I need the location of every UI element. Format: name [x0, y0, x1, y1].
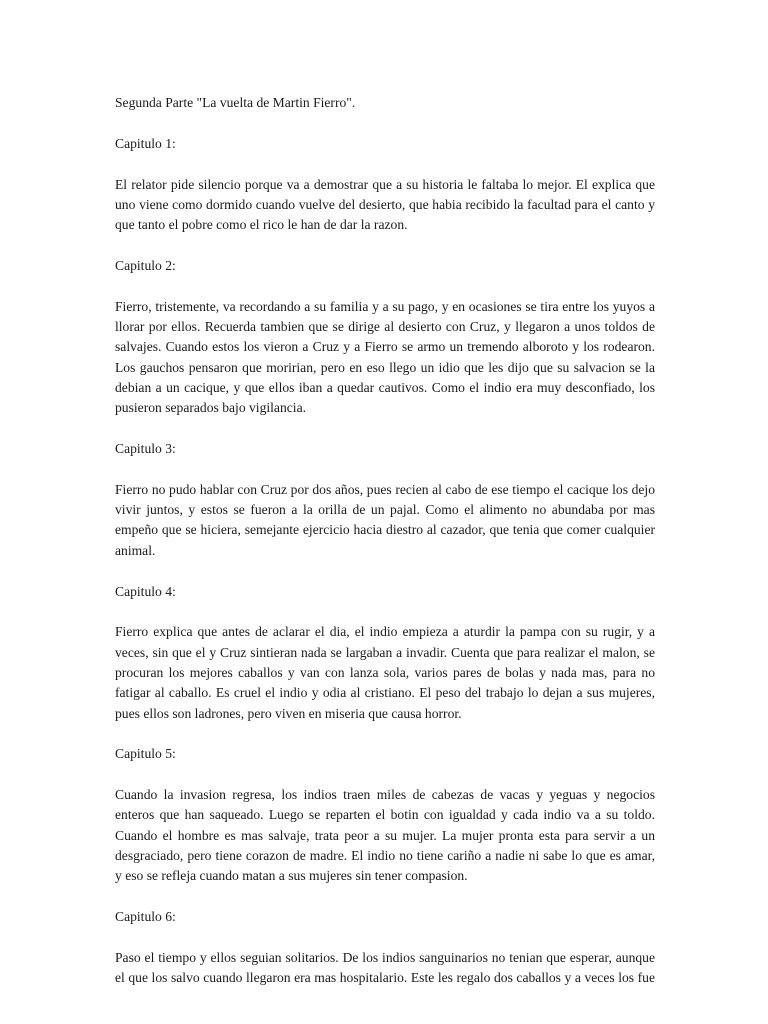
chapter-heading: Capitulo 2: [115, 257, 176, 273]
paragraph-line: debian a un cacique, y que ellos iban a quedar cautivos. Como el indio era muy desconfiado, los [115, 379, 655, 395]
paragraph-line: vivir juntos, y estos se fueron a la orilla de un pajal. Como el alimento no abundaba por mas [115, 502, 655, 518]
chapter-paragraph [115, 175, 655, 236]
paragraph-line: Fierro explica que antes de aclarar el dia, el indio empieza a aturdir la pampa con su rugir, y a [115, 624, 655, 640]
paragraph-line: y eso se refleja cuando matan a sus mujeres sin tener compasion. [115, 868, 468, 884]
paragraph-line: Cuando la invasion regresa, los indios traen miles de cabezas de vacas y yeguas y negocios [115, 787, 655, 803]
paragraph-line: Paso el tiempo y ellos seguian solitarios. De los indios sanguinarios no tenian que esperar, aunque [115, 949, 655, 965]
chapter-heading: Capitulo 1: [115, 135, 176, 151]
paragraph-line: salvajes. Cuando estos los vieron a Cruz y a Fierro se armo un tremendo alboroto y los rodearon. [115, 339, 655, 355]
paragraph-line: El relator pide silencio porque va a demostrar que a su historia le faltaba lo mejor. El explica que [115, 176, 655, 192]
paragraph-line: pusieron separados bajo vigilancia. [115, 400, 307, 416]
chapter-heading: Capitulo 4: [115, 583, 176, 599]
paragraph-line: Fierro no pudo hablar con Cruz por dos años, pues recien al cabo de ese tiempo el cacique los dejo [115, 481, 655, 497]
document-body [115, 93, 655, 989]
chapter-paragraph [115, 948, 655, 989]
paragraph-line: llorar por ellos. Recuerda tambien que se dirige al desierto con Cruz, y llegaron a unos toldos de [115, 319, 655, 335]
paragraph-line: Los gauchos pensaron que moririan, pero en eso llego un idio que les dijo que su salvacion se la [115, 359, 655, 375]
paragraph-line: el que los salvo cuando llegaron era mas hospitalario. Este les regalo dos caballos y a veces los fue [115, 970, 655, 986]
chapter-heading: Capitulo 6: [115, 909, 176, 925]
paragraph-line: Fierro, tristemente, va recordando a su familia y a su pago, y en ocasiones se tira entre los yuyos a [115, 298, 655, 314]
paragraph-line: pues ellos son ladrones, pero viven en miseria que causa horror. [115, 705, 462, 721]
paragraph-line: fatigar al caballo. Es cruel el indio y odia al cristiano. El peso del trabajo lo dejan a sus mujeres, [115, 685, 655, 701]
document-title: Segunda Parte "La vuelta de Martin Fierro". [115, 95, 356, 110]
paragraph-line: desgraciado, pero tiene corazon de madre. El indio no tiene cariño a nadie ni sabe lo que es amar, [115, 848, 655, 864]
paragraph-line: uno viene como dormido cuando vuelve del desierto, que habia recibido la facultad para el canto y [115, 196, 655, 212]
paragraph-line: veces, sin que el y Cruz sintieran nada se largaban a invadir. Cuenta que para realizar el malon, se [115, 644, 655, 660]
paragraph-line: procuran los mejores caballos y van con lanza sola, varios pares de bolas y nada mas, para no [115, 664, 655, 680]
chapter-paragraph [115, 622, 655, 723]
paragraph-line: animal. [115, 542, 156, 558]
chapter-paragraph [115, 480, 655, 561]
paragraph-line: que tanto el pobre como el rico le han de dar la razon. [115, 217, 408, 233]
chapter-heading: Capitulo 5: [115, 746, 176, 762]
chapter-paragraph [115, 297, 655, 419]
chapter-heading: Capitulo 3: [115, 441, 176, 457]
paragraph-line: enteros que han saqueado. Luego se reparten el botin con igualdad y cada indio va a su toldo. [115, 807, 655, 823]
paragraph-line: empeño que se hiciera, semejante ejercicio hacia diestro al cazador, que tenia que comer cualquier [115, 522, 655, 538]
paragraph-line: Cuando el hombre es mas salvaje, trata peor a su mujer. La mujer pronta esta para servir a un [115, 827, 655, 843]
chapter-paragraph [115, 785, 655, 886]
